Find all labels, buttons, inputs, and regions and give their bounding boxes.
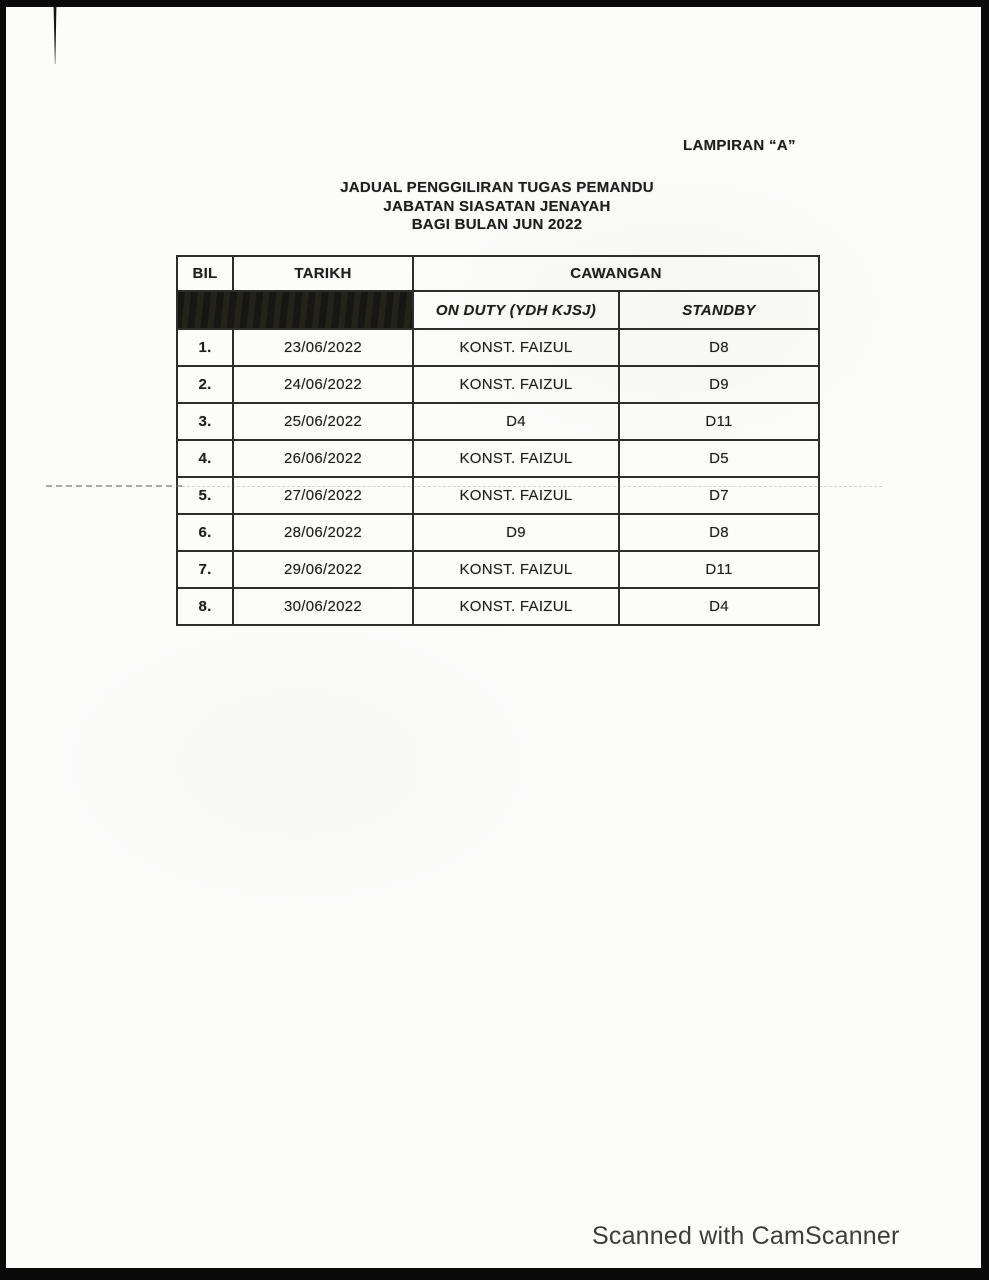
cell-standby: D9 (619, 366, 819, 403)
header-row-sub (177, 291, 819, 329)
redacted-cell (177, 291, 413, 329)
title-line-3: BAGI BULAN JUN 2022 (411, 216, 583, 233)
table-row (177, 588, 819, 625)
cell-tarikh: 28/06/2022 (233, 514, 413, 551)
cell-on-duty: KONST. FAIZUL (413, 588, 619, 625)
cell-bil: 3. (177, 403, 233, 440)
cell-tarikh: 30/06/2022 (233, 588, 413, 625)
col-header-on-duty: ON DUTY (YDH KJSJ) (413, 291, 619, 329)
title-line-1: JADUAL PENGGILIRAN TUGAS PEMANDU (340, 179, 654, 196)
cell-tarikh: 25/06/2022 (233, 403, 413, 440)
cell-on-duty: KONST. FAIZUL (413, 440, 619, 477)
cell-tarikh: 26/06/2022 (233, 440, 413, 477)
document-page (6, 7, 981, 1268)
cell-standby: D4 (619, 588, 819, 625)
col-header-cawangan: CAWANGAN (413, 256, 819, 291)
cell-standby: D7 (619, 477, 819, 514)
cell-bil: 1. (177, 329, 233, 366)
table-row (177, 366, 819, 403)
table-row (177, 551, 819, 588)
table-row (177, 477, 819, 514)
cell-tarikh: 29/06/2022 (233, 551, 413, 588)
cell-bil: 8. (177, 588, 233, 625)
cell-on-duty: D9 (413, 514, 619, 551)
header-row-main (177, 256, 819, 291)
scan-dash-artifact-faint (182, 486, 882, 487)
cell-on-duty: KONST. FAIZUL (413, 551, 619, 588)
cell-on-duty: D4 (413, 403, 619, 440)
cell-on-duty: KONST. FAIZUL (413, 477, 619, 514)
cell-tarikh: 24/06/2022 (233, 366, 413, 403)
lampiran-label: LAMPIRAN “A” (683, 137, 796, 154)
scan-dash-artifact (46, 485, 182, 487)
cell-standby: D8 (619, 514, 819, 551)
table-row (177, 440, 819, 477)
cell-tarikh: 27/06/2022 (233, 477, 413, 514)
col-header-bil: BIL (177, 256, 233, 291)
table-row (177, 329, 819, 366)
camscanner-watermark: Scanned with CamScanner (592, 1222, 900, 1250)
cell-standby: D11 (619, 551, 819, 588)
scan-pen-mark-artifact (53, 7, 57, 64)
cell-standby: D5 (619, 440, 819, 477)
cell-bil: 5. (177, 477, 233, 514)
col-header-tarikh: TARIKH (233, 256, 413, 291)
title-line-2: JABATAN SIASATAN JENAYAH (383, 197, 611, 215)
col-header-standby: STANDBY (619, 291, 819, 329)
duty-roster-table (176, 255, 820, 626)
cell-bil: 7. (177, 551, 233, 588)
cell-bil: 2. (177, 366, 233, 403)
cell-on-duty: KONST. FAIZUL (413, 366, 619, 403)
cell-bil: 6. (177, 514, 233, 551)
cell-bil: 4. (177, 440, 233, 477)
cell-tarikh: 23/06/2022 (233, 329, 413, 366)
document-title (297, 179, 697, 235)
cell-standby: D8 (619, 329, 819, 366)
table-row (177, 514, 819, 551)
cell-on-duty: KONST. FAIZUL (413, 329, 619, 366)
cell-standby: D11 (619, 403, 819, 440)
table-row (177, 403, 819, 440)
